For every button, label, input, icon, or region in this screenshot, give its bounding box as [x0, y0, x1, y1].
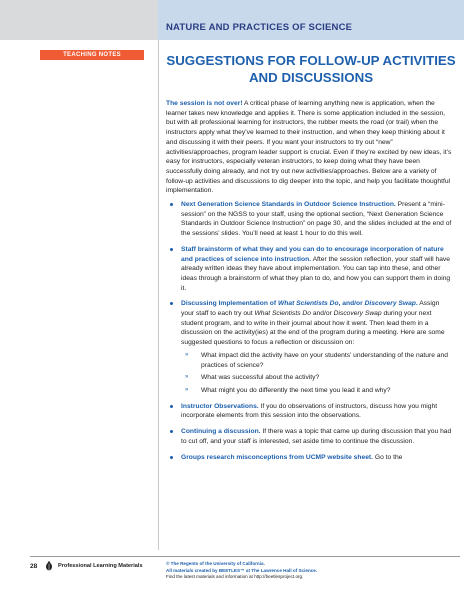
list-item — [166, 427, 454, 446]
header-band — [0, 0, 464, 40]
bullet-text-ngss: Present a “mini-session” on the NGSS to your staff, using the optional section, “Next Generation Science Standards in Outdoor Science Instruction” on page 30, and the slides included at the end of the sessions’ slides. You’ll need at least 1 hour to do this well. — [181, 201, 452, 238]
title-part: . — [415, 300, 418, 308]
title-part: , and/or — [338, 300, 365, 308]
footer-doc-title: Professional Learning Materials — [58, 563, 143, 569]
text-part: and/or — [310, 310, 334, 318]
chevron-right-icon: » — [185, 386, 189, 393]
page-title-line2: AND DISCUSSIONS — [248, 70, 374, 85]
bullet-title-observations: Instructor Observations. — [181, 402, 259, 410]
title-part-italic: What Scientists Do — [277, 300, 339, 308]
text-part: Assign your staff to each try out — [181, 300, 440, 318]
bullet-text-observations: If you do observations of instructors, discuss how you might incorporate elements from this session into the observations. — [181, 402, 438, 420]
follow-up-list — [166, 200, 454, 462]
website-line: Find the latest materials and information at http://beetlesproject.org. — [166, 574, 304, 580]
list-item — [166, 402, 454, 421]
text-part: during your next student program, and to write in their journal about how it went. Then lead them in a discussion on the activity(ies) at the end of the program during a meeting. Here are some suggested questions to focus a reflection or discussion on: — [181, 310, 445, 347]
text-part-italic: What Scientists Do — [254, 310, 311, 318]
bullet-title-implementation — [181, 300, 418, 307]
section-title: NATURE AND PRACTICES OF SCIENCE — [166, 22, 353, 33]
page-title — [166, 52, 456, 86]
title-part-italic: Discovery Swap — [364, 300, 416, 308]
list-item — [166, 200, 454, 239]
page-title-line1: SUGGESTIONS FOR FOLLOW-UP ACTIVITIES — [166, 53, 456, 68]
text-part-italic: Discovery Swap — [333, 310, 382, 318]
chevron-right-icon: » — [185, 374, 189, 381]
copyright-line: © The Regents of the University of California. — [166, 561, 265, 566]
bullet-text-misconceptions: Go to the — [373, 453, 403, 461]
question-text: What was successful about the activity? — [201, 374, 320, 382]
intro-text: A critical phase of learning anything new is application, when the learner takes new knowledge and applies it. There is some application included in the session, but with all professional learning for instructors, the rubber meets the road (or trail) when the instructors apply what they’ve learned to their instruction, and when they keep thinking about it and discussing it with their peers. If you want your instructors to try out “new” activities/approaches, program leader support is crucial. Even if they’re excited by new ideas, it’s easy for instructors, especially veteran instructors, to keep doing what they have been successfully doing already, and not try out new activities/approaches. Below are a variety of follow-up activities and discussions to dig deeper into the topic, and help you facilitate thoughtful implementation. — [166, 100, 452, 195]
question-item — [181, 373, 454, 383]
bullet-title-misconceptions: Groups research misconceptions from UCMP website sheet. — [181, 453, 374, 461]
footer-credits — [166, 561, 456, 581]
header-left-block — [0, 0, 158, 40]
bullet-title-ngss: Next Generation Science Standards in Outdoor Science Instruction. — [181, 201, 396, 209]
bullet-title-continuing: Continuing a discussion. — [181, 428, 261, 436]
bullet-text-continuing: If there was a topic that came up during discussion that you had to cut off, and your staff is interested, set aside time to continue the discussion. — [181, 428, 452, 445]
bullet-text-brainstorm: After the session reflection, your staff will have already written ideas they have about implementation. You can tap into these, and other ideas through a brainstorm of what they plan to do, and how you can support them in doing it. — [181, 255, 451, 292]
page-number: 28 — [30, 563, 38, 570]
intro-lead: The session is not over! — [166, 100, 243, 107]
list-item — [166, 299, 454, 395]
list-item — [166, 245, 454, 294]
main-content — [166, 99, 454, 468]
intro-paragraph — [166, 99, 454, 196]
footer-divider — [30, 556, 460, 557]
header-right-block — [158, 0, 464, 40]
bullet-title-brainstorm: Staff brainstorm of what they and you can do to encourage incorporation of nature and practices of science into instruction. — [181, 245, 444, 263]
question-item — [181, 351, 454, 370]
beetle-logo-icon — [44, 561, 54, 571]
credit-line: All materials created by BEETLES™ at The Lawrence Hall of Science. — [166, 567, 318, 573]
column-divider — [158, 40, 159, 550]
discussion-questions — [181, 351, 454, 396]
chevron-right-icon: » — [185, 351, 189, 358]
teaching-notes-badge: TEACHING NOTES — [40, 50, 144, 60]
question-text: What impact did the activity have on your students’ understanding of the nature and practices of science? — [201, 351, 448, 369]
question-item — [181, 386, 454, 396]
title-part: Discussing Implementation of — [181, 300, 278, 308]
question-text: What might you do differently the next time you lead it and why? — [201, 386, 391, 394]
list-item — [166, 453, 454, 463]
